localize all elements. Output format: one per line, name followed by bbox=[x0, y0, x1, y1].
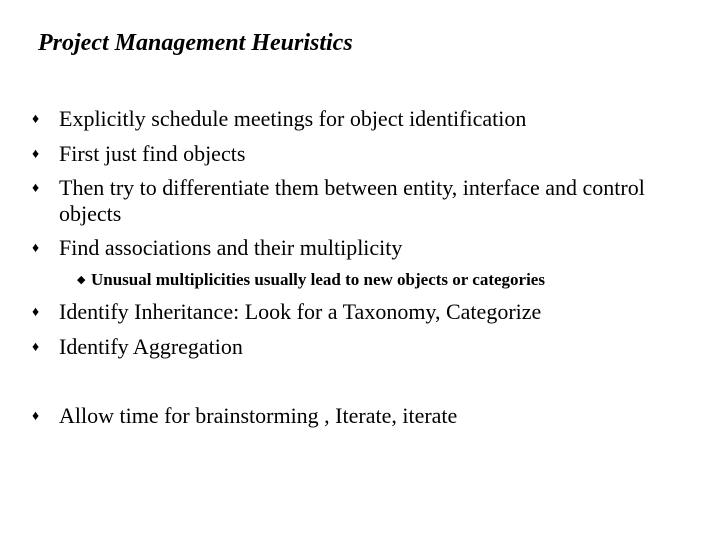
sub-bullet-text: Unusual multiplicities usually lead to new objects or categories bbox=[91, 270, 545, 289]
diamond-bullet-icon: ♦ bbox=[32, 147, 40, 162]
bullet-text: First just find objects bbox=[59, 141, 246, 166]
diamond-bullet-icon: ♦ bbox=[32, 112, 40, 127]
bullet-text: Identify Inheritance: Look for a Taxonomy, Categorize bbox=[59, 299, 542, 324]
diamond-bullet-icon: ♦ bbox=[32, 305, 40, 320]
slide-title: Project Management Heuristics bbox=[38, 30, 353, 56]
bullet-text: Identify Aggregation bbox=[59, 334, 243, 359]
diamond-bullet-icon: ♦ bbox=[32, 340, 40, 355]
diamond-bullet-icon: ♦ bbox=[32, 181, 40, 196]
bullet-text: Find associations and their multiplicity bbox=[59, 235, 403, 260]
bullet-text: Allow time for brainstorming , Iterate, iterate bbox=[59, 403, 458, 428]
diamond-bullet-icon: ♦ bbox=[32, 241, 40, 256]
diamond-sub-bullet-icon: ◆ bbox=[77, 274, 86, 286]
diamond-bullet-icon: ♦ bbox=[32, 409, 40, 424]
bullet-text: Explicitly schedule meetings for object identification bbox=[59, 106, 527, 131]
bullet-text: Then try to differentiate them between entity, interface and control objects bbox=[59, 175, 645, 226]
